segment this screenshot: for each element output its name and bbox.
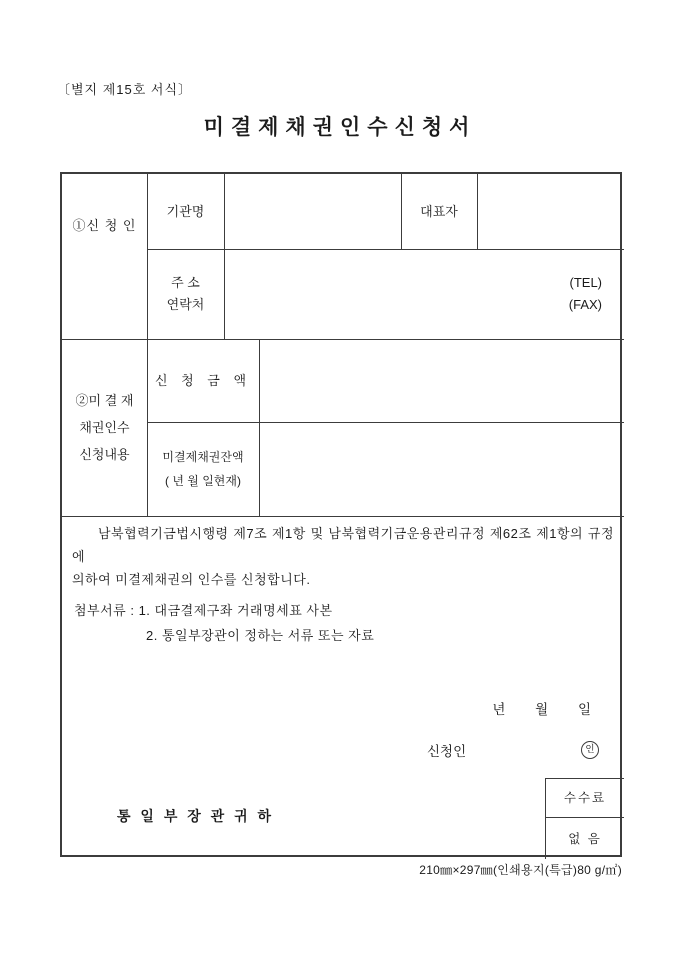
representative-value-cell (477, 174, 624, 249)
representative-label (401, 174, 477, 249)
request-row-label (62, 339, 147, 516)
paper-spec-footer: 210㎜×297㎜(인쇄용지(특급)80 g/㎡) (419, 863, 622, 877)
org-name-value-cell (224, 174, 401, 249)
addressee-line: 통 일 부 장 관 귀 하 (117, 808, 275, 824)
request-row-label-line2: 채권인수 (79, 420, 130, 435)
page-title: 미결제채권인수신청서 (203, 114, 477, 139)
legal-statement-line2: 의하여 미결제채권의 인수를 신청합니다. (72, 572, 311, 587)
date-line: 년 월 일 (492, 702, 592, 717)
request-amount-value-cell (259, 339, 624, 422)
legal-statement-line1: 남북협력기금법시행령 제7조 제1항 및 남북협력기금운용관리규정 제62조 제1항의 규정에 (72, 526, 614, 564)
form-outer-frame (60, 172, 622, 857)
address-contact-value-cell (224, 249, 624, 339)
divider (62, 516, 624, 517)
representative-label-text: 대표자 (420, 203, 458, 219)
fee-label-text: 수수료 (563, 791, 607, 805)
legal-statement (72, 522, 614, 591)
attachments-list (74, 598, 554, 648)
address-label-text: 주 소 (171, 275, 200, 290)
fee-value-text: 없 음 (568, 831, 602, 846)
seal-icon: 인 (581, 741, 599, 759)
attachments-item-1: 첨부서류 : 1. 대금결제구좌 거래명세표 사본 (74, 603, 333, 618)
unsettled-balance-label (147, 422, 259, 516)
tel-label: (TEL) (569, 275, 602, 290)
applicant-sign-label: 신청인 (427, 744, 467, 759)
fee-label-cell (546, 779, 624, 817)
request-amount-label-text: 신 청 금 액 (154, 372, 252, 388)
attachments-item-2: 2. 통일부장관이 정하는 서류 또는 자료 (146, 628, 375, 643)
org-name-label-text: 기관명 (166, 203, 205, 219)
unsettled-balance-label-line2: ( 년 월 일현재) (165, 474, 241, 488)
fee-value-cell (546, 818, 624, 859)
request-amount-label (147, 339, 259, 422)
request-row-label-line1: ②미 결 재 (75, 393, 134, 408)
contact-label-text: 연락처 (166, 297, 205, 312)
applicant-row-label (62, 174, 147, 339)
address-contact-label (147, 249, 224, 339)
request-row-label-line3: 신청내용 (79, 447, 130, 462)
applicant-row-label-text: ①신 청 인 (72, 217, 137, 233)
applicant-signature-row (427, 740, 599, 760)
org-name-label (147, 174, 224, 249)
unsettled-balance-value-cell (259, 422, 624, 516)
fax-label: (FAX) (568, 297, 602, 312)
form-reference-label: 〔별지 제15호 서식〕 (57, 82, 193, 97)
unsettled-balance-label-line1: 미결제채권잔액 (162, 450, 244, 464)
